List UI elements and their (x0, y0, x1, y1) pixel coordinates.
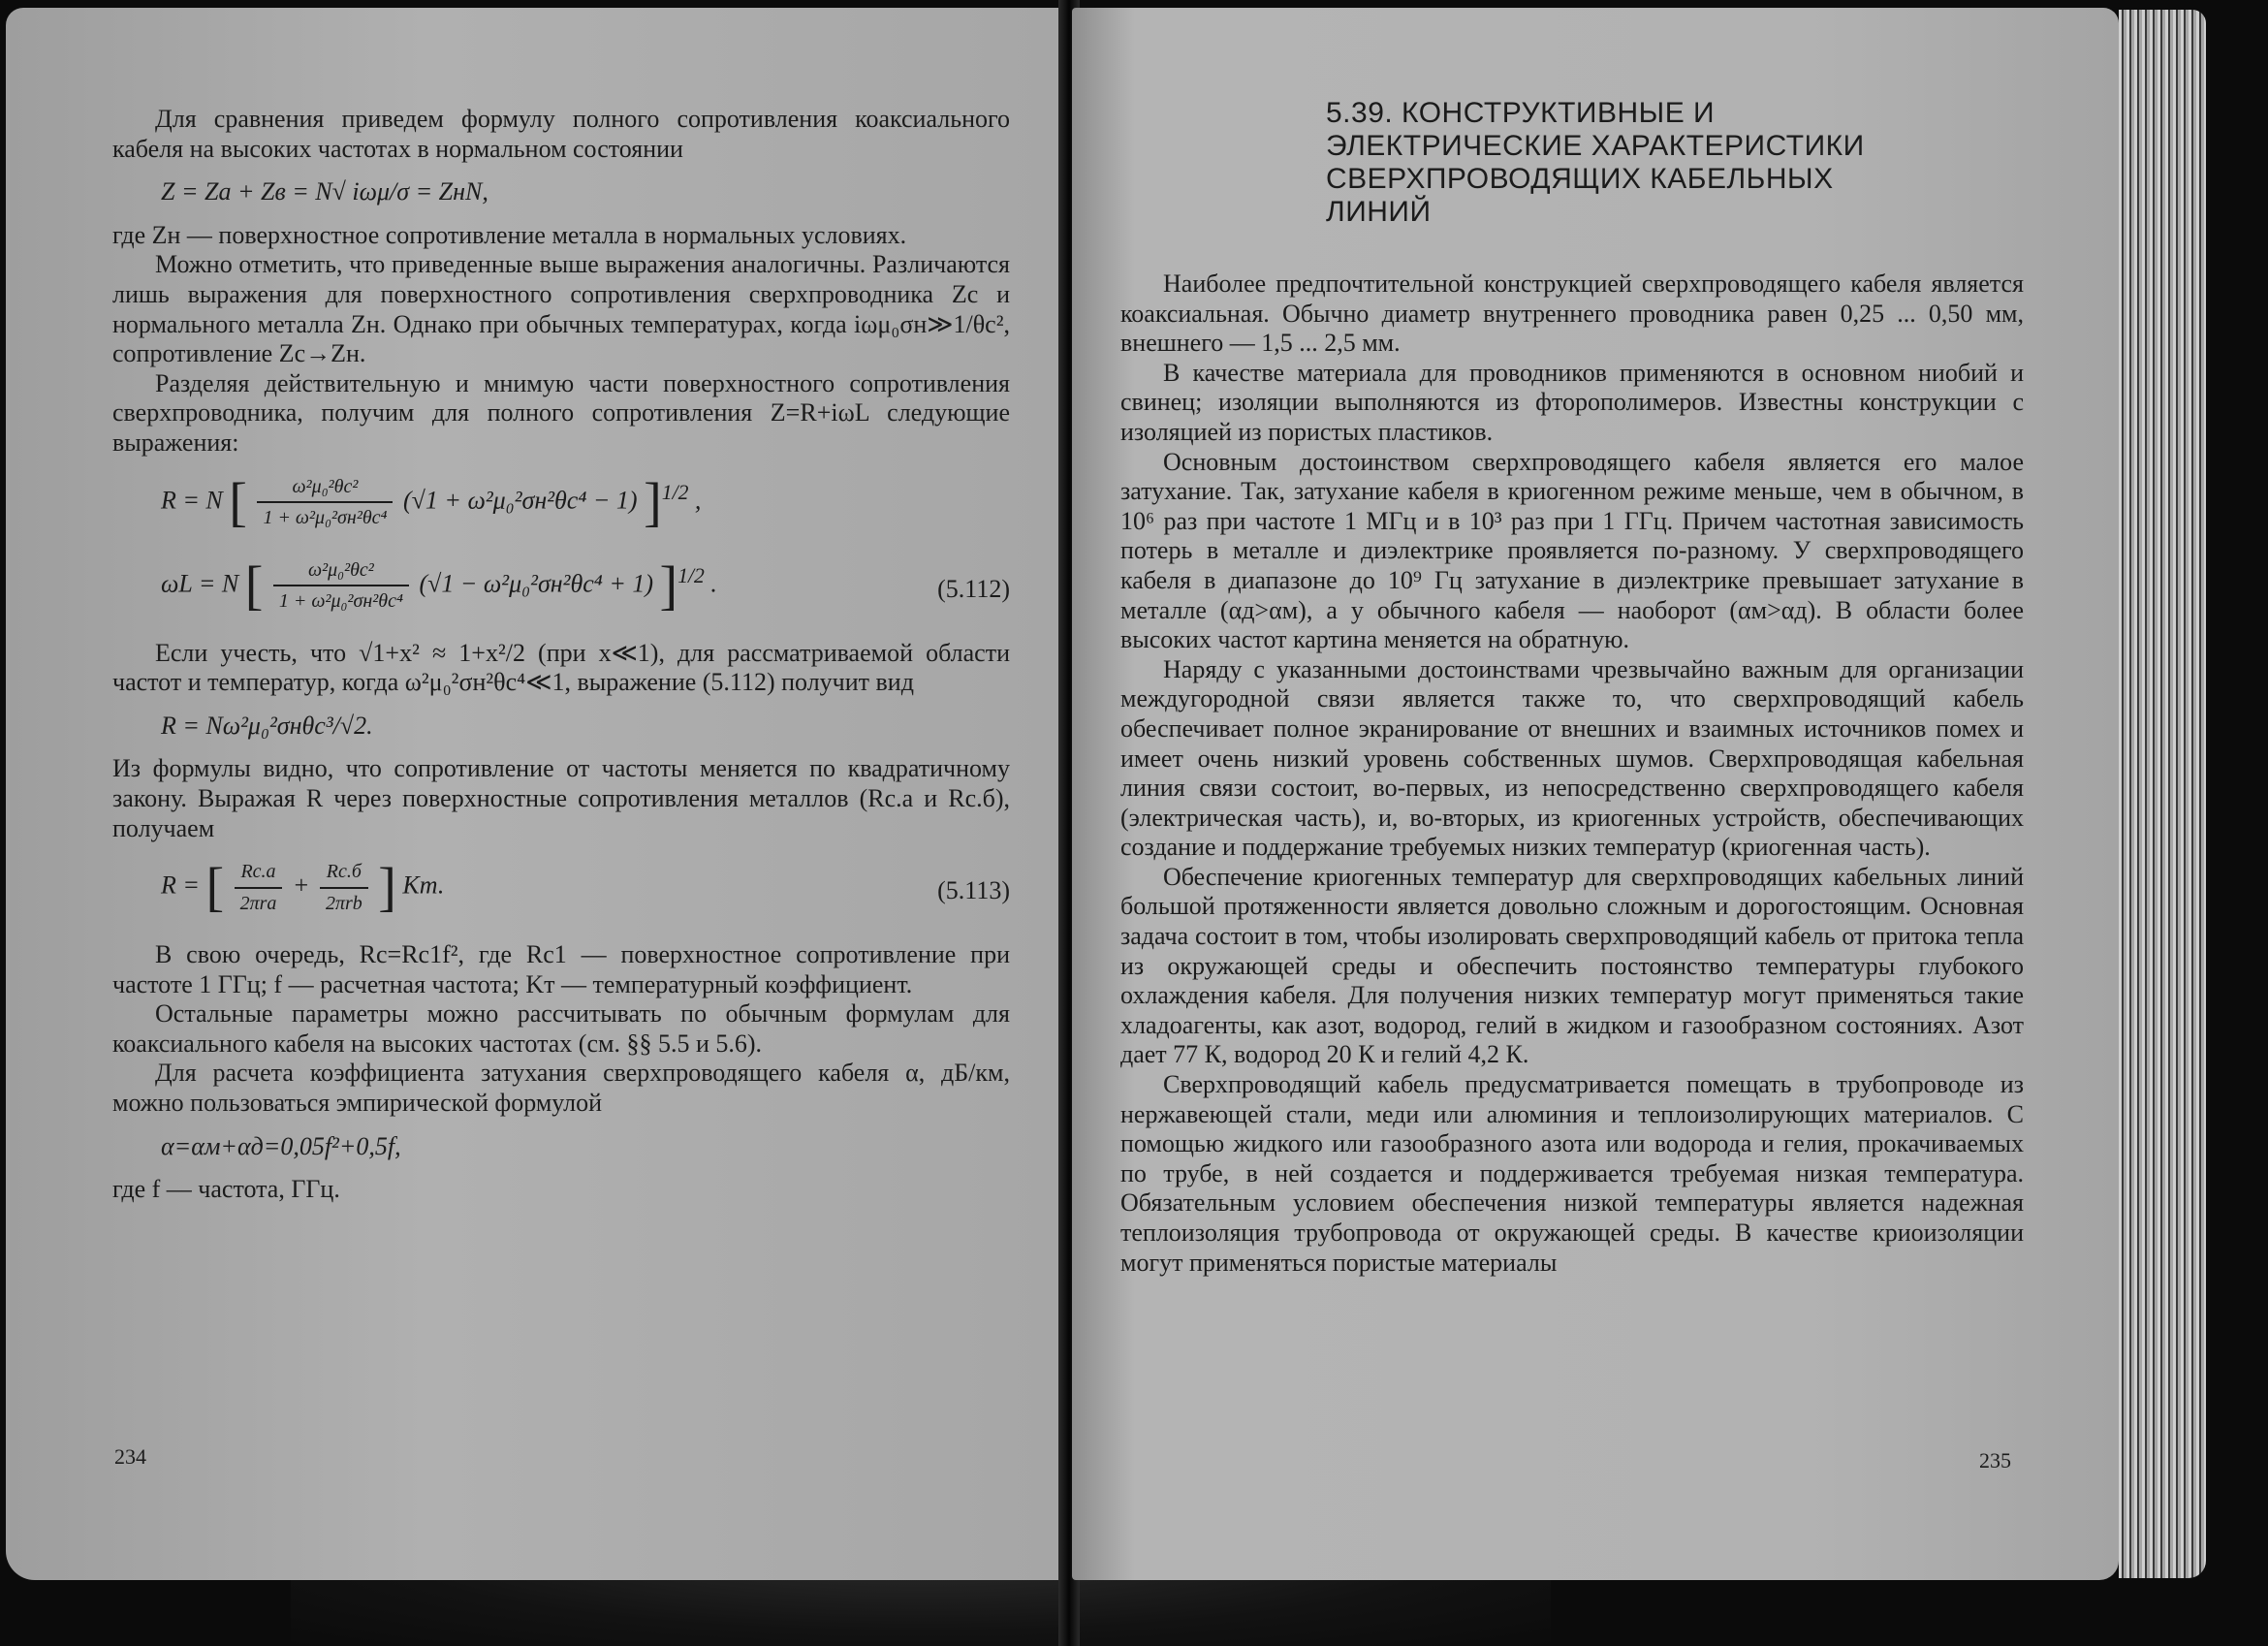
paragraph: Наиболее предпочтительной конструкцией сверхпроводящего кабеля является коаксиальная. Обычно диаметр внутреннего проводника равен 0,25 ... 0,50 мм, внешнего — 1,5 ... 2,5 мм. (1120, 269, 2024, 358)
paragraph: где Zн — поверхностное сопротивление металла в нормальных условиях. (112, 220, 907, 249)
paragraph: Обеспечение криогенных температур для сверхпроводящих кабельных линий большой протяженности является довольно сложным и дорогостоящим. Основная задача состоит в том, чтобы изолировать сверхпроводящий кабель от притока тепла из окружающей среды и обеспечить постоянство температуры глубокого охлаждения кабеля. Для получения низких температур могут применяться такие хладоагенты, как азот, водород, гелий в жидком и газообразном состояниях. Азот дает 77 К, водород 20 К и гелий 4,2 К. (1120, 862, 2024, 1069)
paragraph: Основным достоинством сверхпроводящего кабеля является его малое затухание. Так, затухание кабеля в криогенном режиме меньше, чем в обычном, в 10⁶ раз при частоте 1 МГц и в 10³ раз при 1 ГГц. Причем частотная зависимость потерь в металле и диэлектрике проявляется по-разному. У сверхпроводящего кабеля в диапазоне до 10⁹ Гц затухание в диэлектрике превышает затухание в металле (αд>αм), а у обычного кабеля — наоборот (αм>αд). В области более высоких частот картина меняется на обратную. (1120, 447, 2024, 654)
bracket-close: ] (659, 554, 678, 616)
paragraph: Разделяя действительную и мнимую части поверхностного сопротивления сверхпроводника, получим для полного сопротивления Z=R+iωL следующие выражения: (112, 368, 1010, 457)
paragraph: Наряду с указанными достоинствами чрезвычайно важным для организации междугородной связи является также то, что сверхпроводящий кабель обеспечивает полное экранирование от внешних и взаимных источников помех и имеет очень низкий уровень собственных шумов. Сверхпроводящая кабельная линия связи состоит, во-первых, из непосредственно сверхпроводящего кабеля (электрическая часть), и, во-вторых, из криогенных устройств, обеспечивающих создание и поддержание требуемых низких температур (криогенная часть). (1120, 654, 2024, 862)
book-page-edges (2119, 10, 2206, 1578)
fraction-denominator: 2πra (239, 892, 277, 914)
bracket-close: ] (644, 471, 662, 532)
formula-reactance: ωL = N [ $\frac{\text{ω²μ₀²θс²}}{\text{1 + ω²μ₀²σн²θс⁴}}$ (√1 − ω²μ₀²σн²θс⁴ + 1) ]$^{1/2}$ . (5.112) (161, 554, 1010, 616)
bracket-open: [ (205, 857, 225, 918)
page-number: 235 (1979, 1448, 2011, 1472)
left-page (6, 8, 1064, 1580)
formula-rest: Kт. (402, 870, 445, 900)
equation-number: (5.112) (937, 574, 1010, 603)
paragraph: Остальные параметры можно рассчитывать по обычным формулам для коаксиального кабеля на высоких частотах (см. §§ 5.5 и 5.6). (112, 999, 1010, 1058)
paragraph: Для расчета коэффициента затухания сверхпроводящего кабеля α, дБ/км, можно пользоваться эмпирической формулой (112, 1059, 1010, 1118)
fraction (320, 857, 368, 918)
paragraph: Для сравнения приведем формулу полного сопротивления коаксиального кабеля на высоких частотах в нормальном состоянии (112, 105, 1010, 163)
formula-impedance: Z = Zа + Zв = N√ iωμ/σ = ZнN, (161, 177, 488, 206)
fraction-numerator: Rс.а (235, 857, 283, 889)
bracket-close: ] (378, 857, 396, 918)
fraction-numerator: ω²μ₀²θс² (257, 472, 393, 504)
exponent: 1/2 (661, 480, 689, 504)
page-number: 234 (114, 1444, 146, 1469)
formula-lhs: R = N (161, 486, 223, 515)
bracket-open: [ (229, 471, 247, 532)
formula-lhs: ωL = N (161, 569, 239, 598)
paragraph: В качестве материала для проводников применяются в основном ниобий и свинец; изоляции выполняются из фторополимеров. Известны конструкции с изоляцией из пористых пластиков. (1120, 358, 2024, 446)
fraction-numerator: ω²μ₀²θс² (273, 555, 409, 587)
bracket-open: [ (244, 554, 264, 616)
right-page (1072, 8, 2119, 1580)
equation-number: (5.113) (937, 876, 1010, 905)
formula-lhs: R = (161, 870, 200, 900)
paragraph: В свою очередь, Rс=Rс1f², где Rс1 — поверхностное сопротивление при частоте 1 ГГц; f — расчетная частота; Kт — температурный коэффициент. (112, 940, 1010, 998)
formula-approx: R = Nω²μ₀²σнθс³/√2. (161, 711, 373, 740)
exponent: 1/2 (677, 563, 705, 587)
left-text-column (112, 105, 1010, 1205)
formula-attenuation: α=αм+αд=0,05f²+0,5f, (161, 1131, 401, 1160)
paragraph: Из формулы видно, что сопротивление от частоты меняется по квадратичному закону. Выражая R через поверхностные сопротивления металлов (Rс.а и Rс.б), получаем (112, 754, 1010, 842)
paragraph: Если учесть, что √1+x² ≈ 1+x²/2 (при x≪1), для рассматриваемой области частот и температур, когда ω²μ₀²σн²θс⁴≪1, выражение (5.112) получит вид (112, 638, 1010, 697)
fraction (273, 555, 409, 617)
paragraph: Сверхпроводящий кабель предусматривается помещать в трубопроводе из нержавеющей стали, меди или алюминия и теплоизолирующих материалов. С помощью жидкого или газообразного азота или водорода и гелия, прокачиваемых по трубе, в ней создается и поддерживается требуемая низкая температура. Обязательным условием обеспечения низкой температуры является надежная теплоизоляция трубопровода от окружающей среды. В качестве криоизоляции могут применяться пористые материалы (1120, 1070, 2024, 1277)
section-heading: 5.39. КОНСТРУКТИВНЫЕ И ЭЛЕКТРИЧЕСКИЕ ХАРАКТЕРИСТИКИ СВЕРХПРОВОДЯЩИХ КАБЕЛЬНЫХ ЛИНИЙ (1326, 97, 1865, 228)
fraction (257, 472, 393, 533)
fraction-denominator: 1 + ω²μ₀²σн²θс⁴ (263, 507, 388, 529)
fraction (235, 857, 283, 918)
right-text-column (1120, 269, 2024, 1278)
paragraph: Можно отметить, что приведенные выше выражения аналогичны. Различаются лишь выражения для поверхностного сопротивления сверхпроводника Zс и нормального металла Zн. Однако при обычных температурах, когда iωμ₀σн≫1/θс², сопротивление Zс→Zн. (112, 250, 1010, 368)
fraction-denominator: 1 + ω²μ₀²σн²θс⁴ (278, 590, 403, 613)
fraction-numerator: Rс.б (320, 857, 368, 889)
fraction-denominator: 2πrb (325, 892, 362, 914)
formula-resistance: R = N [ $\frac{\text{ω²μ₀²θс²}}{\text{1 + ω²μ₀²σн²θс⁴}}$ (√1 + ω²μ₀²σн²θс⁴ − 1) ]$^{1/2}$ , (161, 471, 702, 532)
formula-rest: (√1 + ω²μ₀²σн²θс⁴ − 1) (402, 486, 638, 515)
formula-surface-resistance: R = [ $\frac{Rс.а}{\text{2πra}}$ + $\frac{Rс.б}{\text{2πrb}}$ ] Kт. (5.113) (161, 857, 1010, 918)
paragraph: где f — частота, ГГц. (112, 1175, 340, 1204)
formula-rest: (√1 − ω²μ₀²σн²θс⁴ + 1) (419, 569, 654, 598)
